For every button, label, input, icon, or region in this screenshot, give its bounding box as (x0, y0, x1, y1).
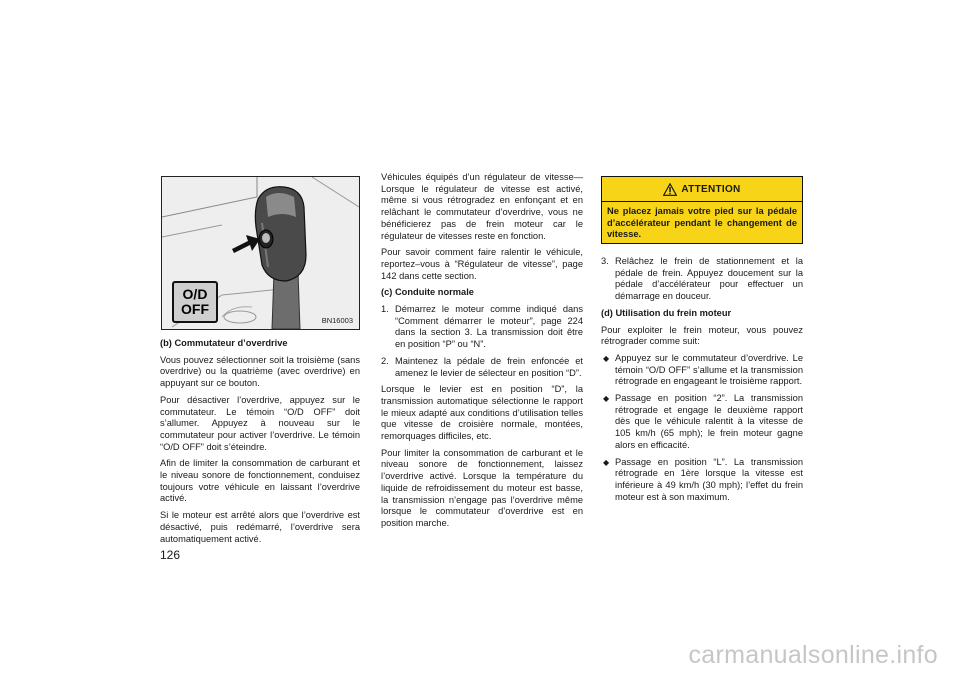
section-heading-normal-driving: (c) Conduite normale (381, 287, 474, 298)
paragraph: Pour désactiver l’overdrive, appuyez sur le commutateur. Le témoin “O/D OFF” doit s’allumer. Appuyez à nouveau sur le commutateur pour activer l’overdrive. Le témoin “O/D OFF” doit s’éteindre. (160, 394, 360, 452)
bullet-text: Passage en position “2”. La transmission rétrograde et engage le deuxième rapport dès que le véhicule ralentit à la vitesse de 105 km/h (65 mph); le frein moteur gagne alors en efficacité. (615, 393, 803, 450)
paragraph: Lorsque le levier est en position “D”, la transmission automatique sélectionne le rapport le mieux adapté aux conditions d’utilisation telles que vitesse de croisière normale, montées, remorquages difficiles, etc. (381, 384, 583, 442)
diamond-bullet-icon: ◆ (603, 394, 610, 404)
od-badge-line1: O/D (182, 286, 208, 302)
bullet-text: Appuyez sur le commutateur d’overdrive. Le témoin “O/D OFF” s’allume et la transmission rétrograde en engageant le troisième rapport. (615, 352, 803, 387)
list-text: Relâchez le frein de stationnement et la pédale de frein. Appuyez doucement sur la pédale d’accélérateur pour effectuer un démarrage en douceur. (615, 256, 803, 302)
paragraph: Pour savoir comment faire ralentir le véhicule, reportez–vous à “Régulateur de vitesse”, page 142 dans cette section. (381, 247, 583, 281)
list-text: Maintenez la pédale de frein enfoncée et amenez le levier de sélecteur en position “D”. (395, 355, 583, 378)
list-number: 1. (381, 304, 389, 315)
attention-title: ATTENTION (681, 183, 741, 195)
paragraph: Pour limiter la consommation de carburant et le niveau sonore de fonctionnement, laissez l’overdrive activé. Lorsque la température du liquide de refroidissement du moteur est basse, la transmission n’engage pas l’overdrive même lorsque le commutateur d’overdrive est en position marche. (381, 447, 583, 528)
diamond-bullet-icon: ◆ (603, 457, 610, 467)
column-left (160, 338, 360, 550)
paragraph: Véhicules équipés d’un régulateur de vitesse—Lorsque le régulateur de vitesse est activé, même si vous rétrogradez en enfonçant et en relâchant le commutateur d’overdrive, vous ne bénéficierez pas de frein moteur car le régulateur de vitesses reste en fonction. (381, 172, 583, 241)
section-heading-overdrive-switch: (b) Commutateur d’overdrive (160, 338, 288, 348)
list-item (381, 304, 583, 351)
list-text: Démarrez le moteur comme indiqué dans “Comment démarrer le moteur”, page 224 dans la section 3. La transmission doit être en position “P” ou “N”. (395, 304, 583, 350)
paragraph: Pour exploiter le frein moteur, vous pouvez rétrograder comme suit: (601, 324, 803, 347)
figure-code: BN16003 (321, 316, 353, 325)
column-middle (381, 172, 583, 535)
page-number: 126 (160, 548, 181, 562)
list-item (381, 356, 583, 379)
paragraph: Vous pouvez sélectionner soit la troisième (sans overdrive) ou la quatrième (avec overdrive) en appuyant sur ce bouton. (160, 354, 360, 389)
paragraph: Afin de limiter la consommation de carburant et le niveau sonore de fonctionnement, conduisez toujours votre véhicule en laissant l’overdrive activé. (160, 458, 360, 504)
bullet-item (601, 353, 803, 388)
list-number: 2. (381, 355, 389, 366)
shift-lever-illustration (161, 176, 360, 330)
list-number: 3. (601, 256, 609, 266)
diamond-bullet-icon: ◆ (603, 353, 610, 363)
list-item (601, 256, 803, 303)
section-heading-engine-brake: (d) Utilisation du frein moteur (601, 307, 732, 318)
bullet-item (601, 457, 803, 504)
watermark: carmanualsonline.info (688, 641, 938, 669)
warning-triangle-icon (663, 183, 677, 196)
od-badge-line2: OFF (181, 301, 209, 317)
bullet-item (601, 393, 803, 452)
attention-box (601, 176, 803, 244)
paragraph: Si le moteur est arrêté alors que l’overdrive est désactivé, puis redémarré, l’overdrive sera automatiquement activé. (160, 510, 360, 544)
attention-text: Ne placez jamais votre pied sur la pédale d’accélérateur pendant le changement de vitesse. (607, 206, 797, 239)
bullet-text: Passage en position “L”. La transmission rétrograde en 1ère lorsque la vitesse est inférieure à 49 km/h (30 mph); l’effet du frein moteur est à son maximum. (615, 456, 803, 502)
column-right (601, 256, 803, 508)
attention-header (602, 177, 802, 202)
od-off-badge (172, 281, 218, 323)
